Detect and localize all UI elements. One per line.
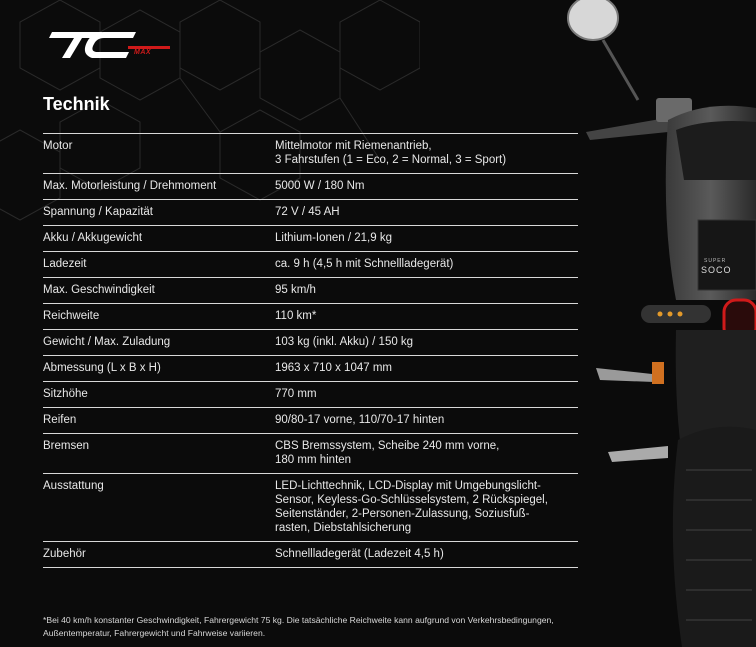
spec-label: Motor bbox=[43, 140, 73, 152]
spec-label: Bremsen bbox=[43, 440, 90, 452]
spec-table bbox=[43, 133, 578, 568]
spec-value: ca. 9 h (4,5 h mit Schnellladegerät) bbox=[275, 258, 454, 270]
spec-value: 72 V / 45 AH bbox=[275, 206, 340, 218]
spec-label: Max. Motorleistung / Drehmoment bbox=[43, 180, 217, 192]
spec-value: 110 km* bbox=[275, 310, 317, 322]
spec-value: 103 kg (inkl. Akku) / 150 kg bbox=[275, 336, 414, 348]
spec-label: Ausstattung bbox=[43, 480, 104, 492]
spec-value: 5000 W / 180 Nm bbox=[275, 180, 365, 192]
spec-row-charging bbox=[43, 251, 578, 277]
spec-value: Lithium-Ionen / 21,9 kg bbox=[275, 232, 392, 244]
spec-row-power bbox=[43, 173, 578, 199]
spec-label: Akku / Akkugewicht bbox=[43, 232, 143, 244]
spec-row-accessories bbox=[43, 541, 578, 568]
section-title: Technik bbox=[43, 94, 110, 114]
spec-label: Gewicht / Max. Zuladung bbox=[43, 336, 171, 348]
spec-row-voltage bbox=[43, 199, 578, 225]
motorcycle-image bbox=[556, 0, 756, 647]
spec-value: 95 km/h bbox=[275, 284, 316, 296]
spec-label: Ladezeit bbox=[43, 258, 87, 270]
tc-logo bbox=[44, 26, 174, 60]
spec-row-dimensions bbox=[43, 355, 578, 381]
spec-label: Reifen bbox=[43, 414, 77, 426]
range-footnote: *Bei 40 km/h konstanter Geschwindigkeit, Fahrergewicht 75 kg. Die tatsächliche Reichweite kann aufgrund von Verkehrsbedingungen, Außentemperatur, Fahrergewicht und Fahrweise variieren. bbox=[43, 615, 554, 638]
spec-value: CBS Bremssystem, Scheibe 240 mm vorne, 180 mm hinten bbox=[275, 440, 500, 466]
spec-row-motor bbox=[43, 133, 578, 173]
spec-row-brakes bbox=[43, 433, 578, 473]
spec-label: Max. Geschwindigkeit bbox=[43, 284, 155, 296]
spec-label: Reichweite bbox=[43, 310, 100, 322]
spec-row-speed bbox=[43, 277, 578, 303]
spec-row-battery bbox=[43, 225, 578, 251]
spec-label: Spannung / Kapazität bbox=[43, 206, 153, 218]
spec-label: Zubehör bbox=[43, 548, 86, 560]
spec-row-weight bbox=[43, 329, 578, 355]
logo-wordmark: MAX bbox=[134, 49, 152, 56]
spec-row-seat-height bbox=[43, 381, 578, 407]
spec-value: LED-Lichttechnik, LCD-Display mit Umgebungslicht- Sensor, Keyless-Go-Schlüsselsystem, 2 Rückspiegel, Seitenständer, 2-Personen-Zulassung, Soziusfuß- rasten, Diebstahlsicherung bbox=[275, 480, 548, 534]
spec-value: 1963 x 710 x 1047 mm bbox=[275, 362, 392, 374]
spec-row-range bbox=[43, 303, 578, 329]
spec-value: 90/80-17 vorne, 110/70-17 hinten bbox=[275, 414, 445, 426]
spec-label: Abmessung (L x B x H) bbox=[43, 362, 161, 374]
spec-row-equipment bbox=[43, 473, 578, 541]
spec-row-tires bbox=[43, 407, 578, 433]
spec-value: Schnellladegerät (Ladezeit 4,5 h) bbox=[275, 548, 444, 560]
spec-value: Mittelmotor mit Riemenantrieb, 3 Fahrstufen (1 = Eco, 2 = Normal, 3 = Sport) bbox=[275, 140, 507, 166]
spec-value: 770 mm bbox=[275, 388, 317, 400]
bike-badge-bottom: SOCO bbox=[701, 265, 732, 275]
bike-badge-top: SUPER bbox=[704, 258, 727, 264]
spec-label: Sitzhöhe bbox=[43, 388, 88, 400]
